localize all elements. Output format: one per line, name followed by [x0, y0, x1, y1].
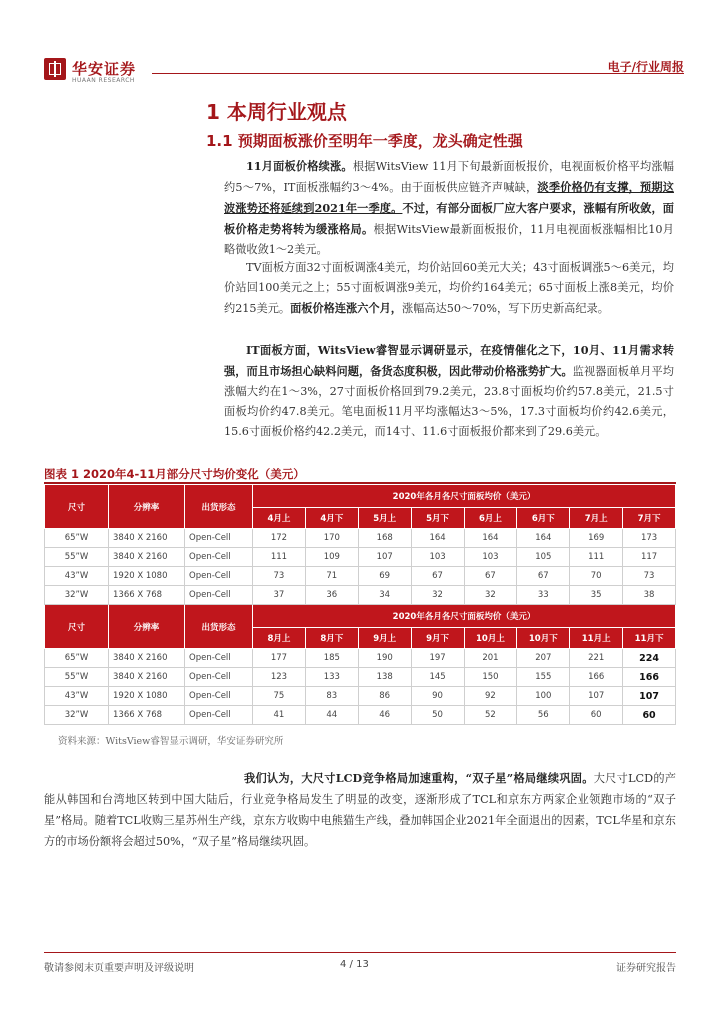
cell-price: 155 — [517, 668, 570, 687]
cell-price: 133 — [305, 668, 358, 687]
period-header: 5月上 — [358, 508, 411, 529]
cell-price: 197 — [411, 649, 464, 668]
cell-form: Open-Cell — [185, 668, 253, 687]
logo-subtext: HUAAN RESEARCH — [72, 77, 135, 84]
report-category: 电子/行业周报 — [607, 60, 684, 74]
cell-price: 50 — [411, 706, 464, 725]
period-header: 8月上 — [253, 628, 306, 649]
table-row — [45, 706, 676, 725]
cell-size: 55”W — [45, 548, 109, 567]
cell-price: 46 — [358, 706, 411, 725]
cell-price: 69 — [358, 567, 411, 586]
period-header: 9月上 — [358, 628, 411, 649]
cell-price: 224 — [623, 649, 676, 668]
cell-price: 60 — [570, 706, 623, 725]
table-row — [45, 529, 676, 548]
table-row — [45, 687, 676, 706]
cell-price: 170 — [305, 529, 358, 548]
cell-price: 150 — [464, 668, 517, 687]
group-header: 2020年各月各尺寸面板均价（美元） — [253, 485, 676, 508]
cell-price: 145 — [411, 668, 464, 687]
cell-price: 168 — [358, 529, 411, 548]
cell-price: 166 — [623, 668, 676, 687]
period-header: 10月下 — [517, 628, 570, 649]
cell-resolution: 1920 X 1080 — [109, 687, 185, 706]
cell-price: 164 — [517, 529, 570, 548]
figure-title: 图表 1 2020年4-11月部分尺寸均价变化（美元） — [44, 467, 305, 481]
cell-price: 71 — [305, 567, 358, 586]
cell-price: 73 — [623, 567, 676, 586]
cell-form: Open-Cell — [185, 529, 253, 548]
cell-price: 169 — [570, 529, 623, 548]
footer-divider — [44, 952, 676, 953]
cell-price: 41 — [253, 706, 306, 725]
column-header: 出货形态 — [185, 605, 253, 649]
period-header: 4月下 — [305, 508, 358, 529]
cell-price: 107 — [358, 548, 411, 567]
cell-price: 166 — [570, 668, 623, 687]
column-header: 出货形态 — [185, 485, 253, 529]
paragraph-text: 根据WitsView最新面板报价，11月电视面板涨幅相比10月略微收敛1～2美元。 — [224, 223, 674, 256]
period-header: 11月上 — [570, 628, 623, 649]
cell-size: 55”W — [45, 668, 109, 687]
cell-price: 100 — [517, 687, 570, 706]
table-row — [45, 668, 676, 687]
paragraph-text: 根据WitsView 11月下旬最新面板报价，电视面板价格平均涨幅约5～7%，IT面板涨幅约3～4%。由于面板供应链齐声喊缺， — [224, 160, 674, 194]
figure-source: 资料来源：WitsView睿智显示调研，华安证券研究所 — [58, 736, 284, 747]
paragraph-emphasis: 不过，有部分面板厂应大客户要求，涨幅有所收敛，面板价格走势将转为缓涨格局。 — [224, 201, 674, 236]
cell-price: 123 — [253, 668, 306, 687]
cell-price: 60 — [623, 706, 676, 725]
period-header: 6月下 — [517, 508, 570, 529]
cell-price: 138 — [358, 668, 411, 687]
cell-resolution: 1366 X 768 — [109, 586, 185, 605]
cell-price: 103 — [411, 548, 464, 567]
paragraph-emphasis: IT面板方面，WitsView睿智显示调研显示，在疫情催化之下，10月、11月需求转强，而且市场担心缺料问题，备货态度积极，因此带动价格涨势扩大。 — [224, 343, 674, 378]
cell-price: 185 — [305, 649, 358, 668]
cell-resolution: 3840 X 2160 — [109, 548, 185, 567]
paragraph-tv-panel — [224, 258, 674, 319]
table-row — [45, 649, 676, 668]
cell-price: 37 — [253, 586, 306, 605]
header-divider — [152, 73, 684, 74]
cell-price: 177 — [253, 649, 306, 668]
cell-size: 32”W — [45, 586, 109, 605]
paragraph-text: 监视器面板单月平均涨幅大约在1～3%，27寸面板价格回到79.2美元，23.8寸面板均价约57.8美元，21.5寸面板均价约47.8美元。笔电面板11月平均涨幅达3～5%，17.3寸面板均价约42.6美元，15.6寸面板价格约42.2美元，而14寸、11.6寸面板报价都来到了29.6美元。 — [224, 365, 674, 438]
cell-form: Open-Cell — [185, 649, 253, 668]
subsection-heading: 1.1 预期面板涨价至明年一季度，龙头确定性强 — [206, 132, 523, 150]
period-header: 9月下 — [411, 628, 464, 649]
table-row — [45, 548, 676, 567]
cell-price: 201 — [464, 649, 517, 668]
cell-price: 90 — [411, 687, 464, 706]
cell-price: 33 — [517, 586, 570, 605]
section-heading: 1 本周行业观点 — [206, 100, 347, 124]
column-header: 分辨率 — [109, 485, 185, 529]
table-row — [45, 586, 676, 605]
footer-disclaimer: 敬请参阅末页重要声明及评级说明 — [44, 963, 194, 974]
period-header: 7月下 — [623, 508, 676, 529]
cell-price: 107 — [623, 687, 676, 706]
cell-price: 34 — [358, 586, 411, 605]
cell-price: 35 — [570, 586, 623, 605]
period-header: 6月上 — [464, 508, 517, 529]
cell-price: 83 — [305, 687, 358, 706]
cell-price: 67 — [517, 567, 570, 586]
cell-price: 38 — [623, 586, 676, 605]
paragraph-competition — [44, 768, 676, 852]
paragraph-panel-price — [224, 156, 674, 260]
column-header: 尺寸 — [45, 605, 109, 649]
price-table — [44, 484, 676, 725]
period-header: 10月上 — [464, 628, 517, 649]
cell-price: 67 — [464, 567, 517, 586]
paragraph-text: TV面板方面32寸面板调涨4美元，均价站回60美元大关；43寸面板调涨5～6美元，均价站回100美元之上；55寸面板调涨9美元，均价约164美元；65寸面板上涨8美元，均价约215美元。 — [224, 261, 674, 315]
cell-resolution: 1366 X 768 — [109, 706, 185, 725]
cell-price: 52 — [464, 706, 517, 725]
cell-price: 172 — [253, 529, 306, 548]
huaan-logo-icon — [44, 58, 66, 80]
cell-resolution: 3840 X 2160 — [109, 649, 185, 668]
cell-price: 107 — [570, 687, 623, 706]
table-row — [45, 567, 676, 586]
cell-size: 32”W — [45, 706, 109, 725]
period-header: 11月下 — [623, 628, 676, 649]
logo-text: 华安证券 — [72, 60, 137, 78]
cell-size: 65”W — [45, 649, 109, 668]
cell-resolution: 1920 X 1080 — [109, 567, 185, 586]
period-header: 8月下 — [305, 628, 358, 649]
cell-price: 207 — [517, 649, 570, 668]
period-header: 4月上 — [253, 508, 306, 529]
table-header-row — [45, 485, 676, 508]
cell-resolution: 3840 X 2160 — [109, 668, 185, 687]
paragraph-it-panel — [224, 340, 674, 442]
column-header: 分辨率 — [109, 605, 185, 649]
cell-price: 32 — [464, 586, 517, 605]
cell-price: 221 — [570, 649, 623, 668]
cell-size: 65”W — [45, 529, 109, 548]
cell-form: Open-Cell — [185, 548, 253, 567]
page-header — [44, 52, 684, 92]
cell-price: 75 — [253, 687, 306, 706]
table-header-row — [45, 605, 676, 628]
period-header: 7月上 — [570, 508, 623, 529]
cell-price: 73 — [253, 567, 306, 586]
period-header: 5月下 — [411, 508, 464, 529]
cell-price: 164 — [411, 529, 464, 548]
cell-price: 44 — [305, 706, 358, 725]
cell-resolution: 3840 X 2160 — [109, 529, 185, 548]
page-number: 4 / 13 — [340, 959, 369, 970]
cell-price: 36 — [305, 586, 358, 605]
cell-price: 32 — [411, 586, 464, 605]
cell-price: 111 — [253, 548, 306, 567]
cell-price: 67 — [411, 567, 464, 586]
cell-form: Open-Cell — [185, 586, 253, 605]
paragraph-text: 涨幅高达50～70%，写下历史新高纪录。 — [402, 302, 609, 315]
cell-size: 43”W — [45, 687, 109, 706]
cell-price: 109 — [305, 548, 358, 567]
paragraph-text: 大尺寸LCD的产能从韩国和台湾地区转到中国大陆后，行业竞争格局发生了明显的改变，逐渐形成了TCL和京东方两家企业领跑市场的“双子星”格局。随着TCL收购三星苏州生产线，京东方收购中电熊猫生产线，叠加韩国企业2021年全面退出的因素，TCL华星和京东方的市场份额将会超过50%，“双子星”格局继续巩固。 — [44, 772, 676, 848]
cell-price: 86 — [358, 687, 411, 706]
cell-price: 92 — [464, 687, 517, 706]
cell-price: 190 — [358, 649, 411, 668]
paragraph-emphasis: 我们认为，大尺寸LCD竞争格局加速重构，“双子星”格局继续巩固。 — [244, 771, 594, 785]
cell-price: 105 — [517, 548, 570, 567]
cell-form: Open-Cell — [185, 687, 253, 706]
cell-price: 111 — [570, 548, 623, 567]
cell-price: 103 — [464, 548, 517, 567]
cell-price: 117 — [623, 548, 676, 567]
column-header: 尺寸 — [45, 485, 109, 529]
cell-price: 173 — [623, 529, 676, 548]
footer-report-type: 证券研究报告 — [616, 963, 676, 974]
cell-form: Open-Cell — [185, 567, 253, 586]
cell-price: 56 — [517, 706, 570, 725]
paragraph-emphasis: 面板价格连涨六个月， — [290, 301, 402, 315]
paragraph-lead: 11月面板价格续涨。 — [246, 159, 353, 173]
cell-price: 164 — [464, 529, 517, 548]
cell-form: Open-Cell — [185, 706, 253, 725]
group-header: 2020年各月各尺寸面板均价（美元） — [253, 605, 676, 628]
paragraph-emphasis: 淡季价格仍有支撑，预期这波涨势还将延续到2021年一季度。 — [224, 180, 674, 215]
cell-size: 43”W — [45, 567, 109, 586]
cell-price: 70 — [570, 567, 623, 586]
